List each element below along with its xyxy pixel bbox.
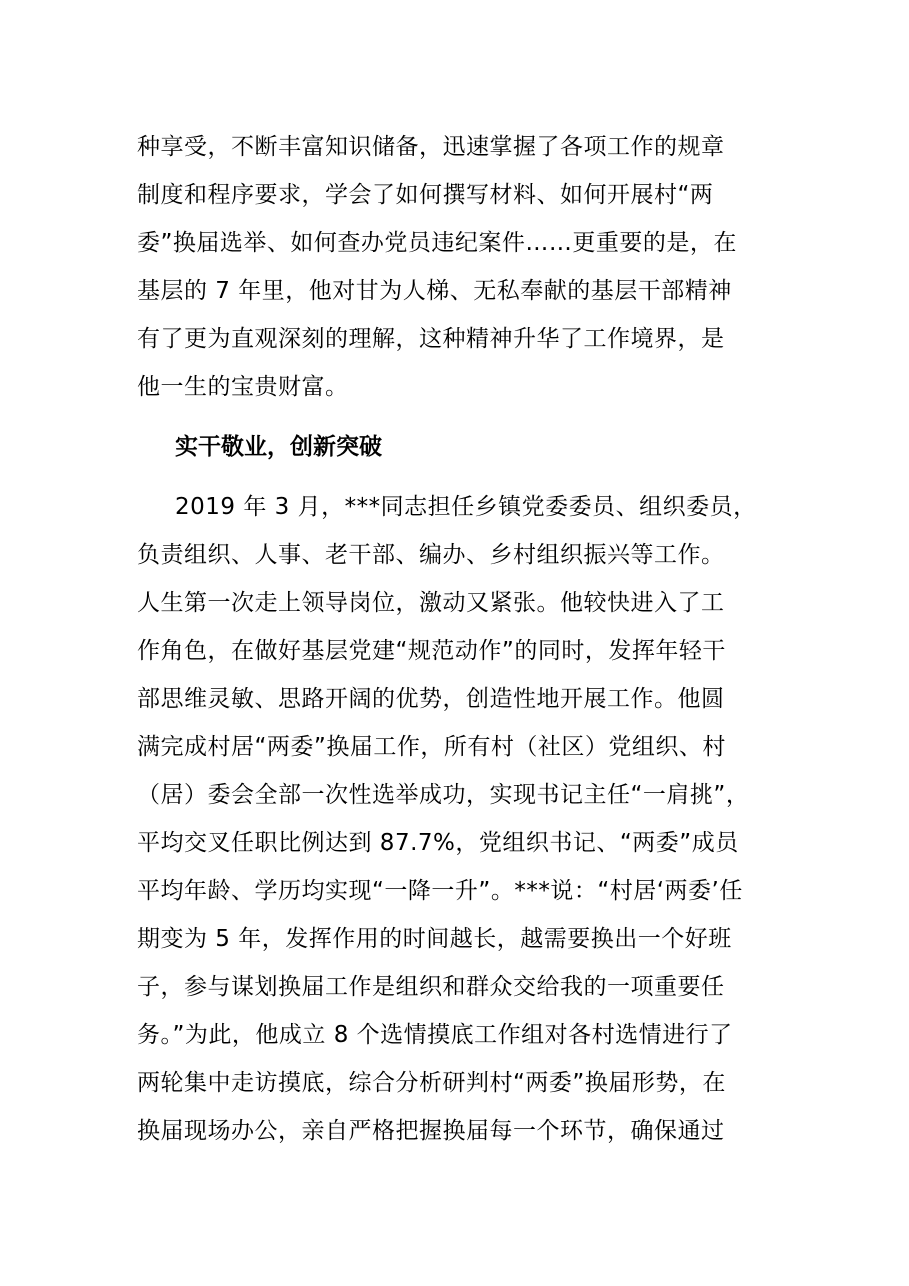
document-body — [137, 123, 777, 1155]
text-line: 期变为 5 年，发挥作用的时间越长，越需要换出一个好班 — [137, 926, 732, 952]
text-line: 基层的 7 年里，他对甘为人梯、无私奉献的基层干部精神 — [137, 278, 732, 304]
text-line: 委”换届选举、如何查办党员违纪案件……更重要的是，在 — [137, 230, 737, 256]
text-line: 种享受，不断丰富知识储备，迅速掌握了各项工作的规章 — [137, 134, 725, 160]
text-line: 平均年龄、学历均实现“一降一升”。***说：“村居‘两委’任 — [137, 878, 743, 904]
text-line: 换届现场办公，亲自严格把握换届每一个环节，确保通过 — [137, 1118, 725, 1144]
text-line: 负责组织、人事、老干部、编办、乡村组织振兴等工作。 — [137, 542, 725, 568]
text-line: 部思维灵敏、思路开阔的优势，创造性地开展工作。他圆 — [137, 686, 725, 712]
text-line: 满完成村居“两委”换届工作，所有村（社区）党组织、村 — [137, 734, 726, 760]
section-heading: 实干敬业，创新突破 — [175, 434, 382, 460]
text-line: 作角色，在做好基层党建“规范动作”的同时，发挥年轻干 — [137, 638, 726, 664]
paragraph-1 — [137, 123, 777, 411]
text-line: 有了更为直观深刻的理解，这种精神升华了工作境界，是 — [137, 326, 725, 352]
text-line: 务。”为此，他成立 8 个选情摸底工作组对各村选情进行了 — [137, 1022, 733, 1048]
text-line: 两轮集中走访摸底，综合分析研判村“两委”换届形势，在 — [137, 1070, 726, 1096]
text-line: 平均交叉任职比例达到 87.7%，党组织书记、“两委”成员 — [137, 830, 739, 856]
text-line: 子，参与谋划换届工作是组织和群众交给我的一项重要任 — [137, 974, 725, 1000]
text-line: 他一生的宝贵财富。 — [137, 374, 349, 400]
text-line: 制度和程序要求，学会了如何撰写材料、如何开展村“两 — [137, 182, 714, 208]
text-line: 人生第一次走上领导岗位，激动又紧张。他较快进入了工 — [137, 590, 725, 616]
text-line: 2019 年 3 月，***同志担任乡镇党委委员、组织委员， — [175, 494, 757, 520]
text-line: （居）委会全部一次性选举成功，实现书记主任“一肩挑”， — [137, 782, 750, 808]
paragraph-2 — [137, 483, 777, 1155]
